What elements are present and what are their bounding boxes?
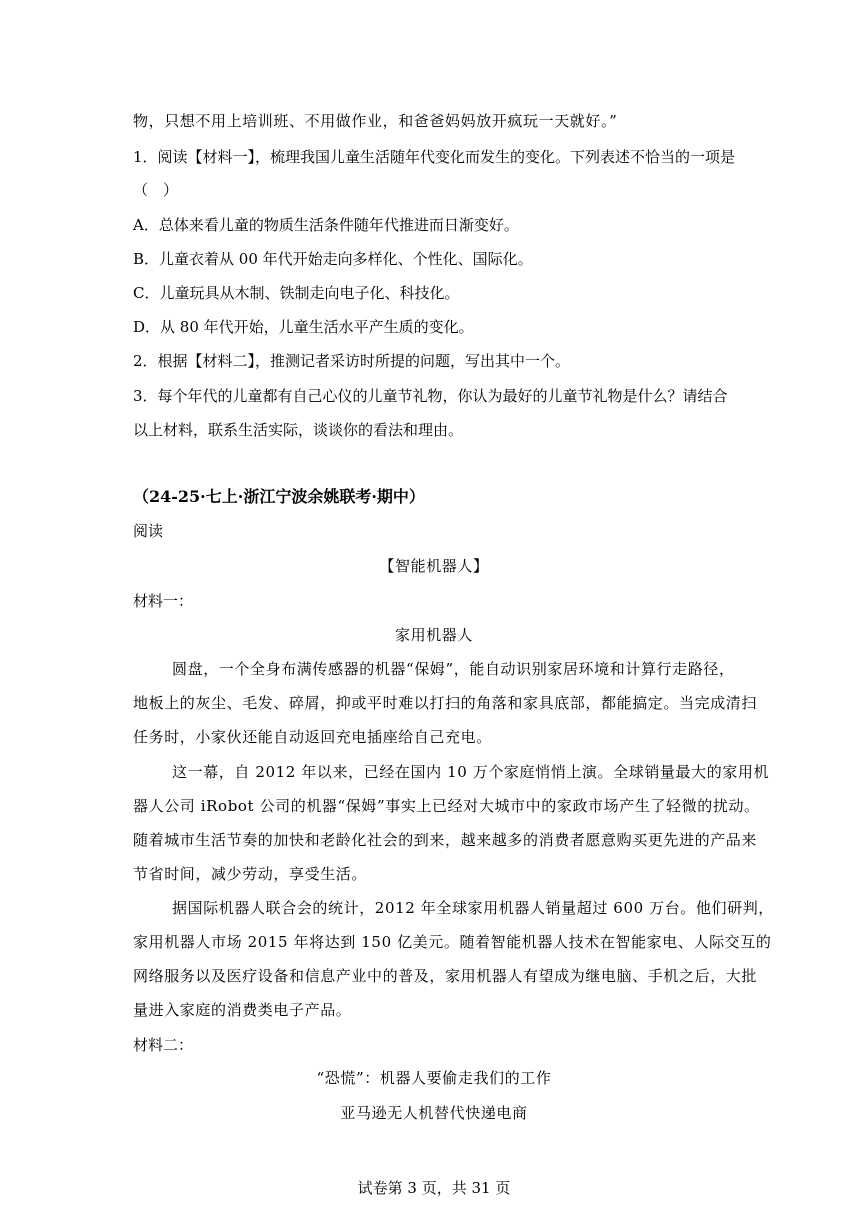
option-d: D．从 80 年代开始，儿童生活水平产生质的变化。 [133, 318, 474, 336]
question-3: 3．每个年代的儿童都有自己心仪的儿童节礼物，你认为最好的儿童节礼物是什么？请结合 [133, 387, 728, 405]
question-1-blank: （ ） [133, 181, 179, 199]
question-3-cont: 以上材料，联系生活实际，谈谈你的看法和理由。 [133, 421, 464, 439]
paragraph-1-line: 任务时，小家伙还能自动返回充电插座给自己充电。 [133, 728, 492, 746]
option-c: C．儿童玩具从木制、铁制走向电子化、科技化。 [133, 284, 460, 302]
material-2-title: “恐慌”：机器人要偷走我们的工作 [316, 1069, 552, 1087]
paragraph-2-line: 节省时间，减少劳动，享受生活。 [133, 865, 368, 883]
paragraph-2-line: 这一幕，自 2012 年以来，已经在国内 10 万个家庭悄悄上演。全球销量最大的家用机 [172, 763, 770, 781]
paragraph-3-line: 家用机器人市场 2015 年将达到 150 亿美元。随着智能机器人技术在智能家电、人际交互的 [133, 933, 772, 951]
paragraph-1-line: 地板上的灰尘、毛发、碎屑，抑或平时难以打扫的角落和家具底部，都能搞定。当完成清扫 [133, 694, 758, 712]
page-footer: 试卷第 3 页，共 31 页 [357, 1179, 511, 1197]
option-b: B．儿童衣着从 00 年代开始走向多样化、个性化、国际化。 [133, 250, 533, 268]
section-source: （24-25·七上·浙江宁波余姚联考·期中） [133, 487, 425, 506]
material-2-label: 材料二： [133, 1036, 194, 1054]
continued-quote: 物，只想不用上培训班、不用做作业，和爸爸妈妈放开疯玩一天就好。” [133, 112, 618, 130]
paragraph-1-line: 圆盘，一个全身布满传感器的机器“保姆”，能自动识别家居环境和计算行走路径， [172, 660, 735, 678]
paragraph-2-line: 随着城市生活节奏的加快和老龄化社会的到来，越来越多的消费者愿意购买更先进的产品来 [133, 831, 758, 849]
passage-title: 【智能机器人】 [379, 557, 489, 575]
question-1: 1．阅读【材料一】，梳理我国儿童生活随年代变化而发生的变化。下列表述不恰当的一项是 [133, 148, 736, 166]
question-2: 2．根据【材料二】，推测记者采访时所提的问题，写出其中一个。 [133, 352, 571, 370]
paragraph-3-line: 网络服务以及医疗设备和信息产业中的普及，家用机器人有望成为继电脑、手机之后，大批 [133, 967, 758, 985]
paragraph-3-line: 量进入家庭的消费类电子产品。 [133, 1001, 352, 1019]
material-1-label: 材料一： [133, 592, 194, 610]
paragraph-3-line: 据国际机器人联合会的统计，2012 年全球家用机器人销量超过 600 万台。他们研判， [172, 899, 774, 917]
paragraph-2-line: 器人公司 iRobot 公司的机器“保姆”事实上已经对大城市中的家政市场产生了轻微的扰动。 [133, 797, 760, 815]
option-a: A．总体来看儿童的物质生活条件随年代推进而日渐变好。 [133, 216, 519, 234]
material-2-subtitle: 亚马逊无人机替代快递电商 [340, 1104, 528, 1122]
section-instruction: 阅读 [133, 522, 164, 540]
material-1-title: 家用机器人 [394, 626, 473, 644]
